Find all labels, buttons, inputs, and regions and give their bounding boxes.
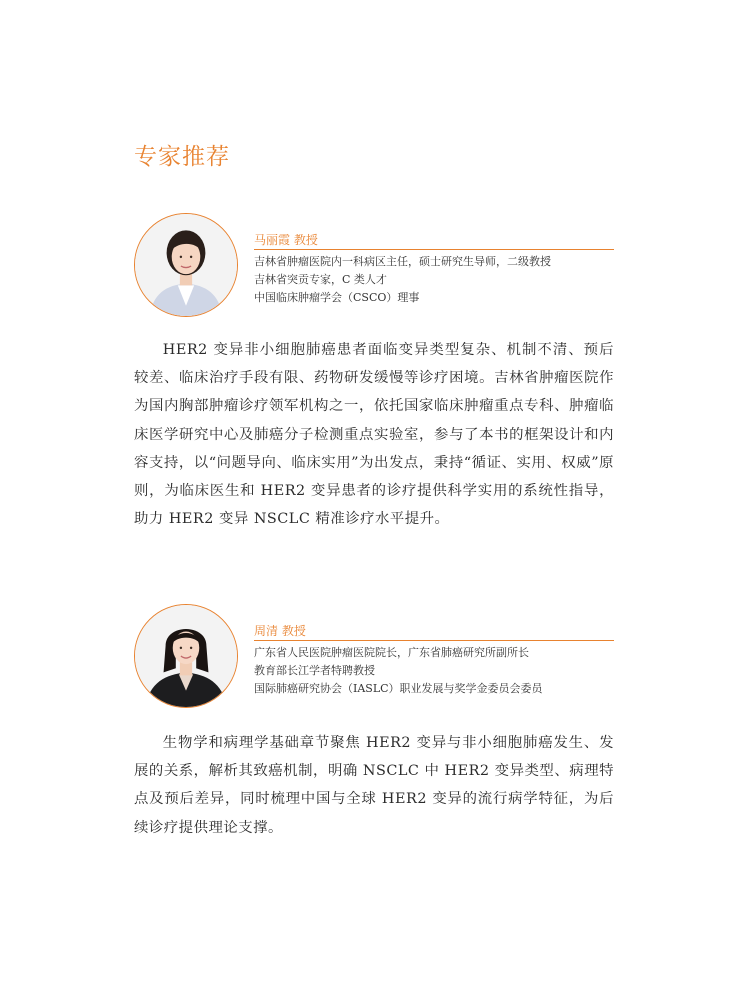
portrait-image <box>135 605 237 707</box>
recommendation-paragraph: 生物学和病理学基础章节聚焦 HER2 变异与非小细胞肺癌发生、发展的关系，解析其致癌机制，明确 NSCLC 中 HER2 变异类型、病理特点及预后差异，同时梳理中国与全球 HER2 变异的流行病学特征，为后续诊疗提供理论支撑。 <box>134 735 614 836</box>
section-title: 专家推荐 <box>134 144 230 170</box>
credential-item: 吉林省突贡专家，C 类人才 <box>254 273 387 286</box>
expert-portrait <box>134 213 238 317</box>
credential-list <box>254 253 614 307</box>
expert-portrait <box>134 604 238 708</box>
credential-item: 广东省人民医院肿瘤医院院长，广东省肺癌研究所副所长 <box>254 646 529 659</box>
credential-item: 吉林省肿瘤医院内一科病区主任，硕士研究生导师，二级教授 <box>254 255 551 268</box>
credential-list <box>254 644 614 698</box>
expert-name: 马丽霞 教授 <box>254 232 614 250</box>
expert-name: 周清 教授 <box>254 623 614 641</box>
recommendation-paragraph: HER2 变异非小细胞肺癌患者面临变异类型复杂、机制不清、预后较差、临床治疗手段有限、药物研发缓慢等诊疗困境。吉林省肿瘤医院作为国内胸部肿瘤诊疗领军机构之一，依托国家临床肿瘤重点专科、肿瘤临床医学研究中心及肺癌分子检测重点实验室，参与了本书的框架设计和内容支持，以“问题导向、临床实用”为出发点，秉持“循证、实用、权威”原则，为临床医生和 HER2 变异患者的诊疗提供科学实用的系统性指导，助力 HER2 变异 NSCLC 精准诊疗水平提升。 <box>134 342 614 528</box>
credential-item: 国际肺癌研究协会（IASLC）职业发展与奖学金委员会委员 <box>254 682 543 695</box>
credential-item: 教育部长江学者特聘教授 <box>254 664 375 677</box>
portrait-image <box>135 214 237 316</box>
credential-item: 中国临床肿瘤学会（CSCO）理事 <box>254 291 420 304</box>
